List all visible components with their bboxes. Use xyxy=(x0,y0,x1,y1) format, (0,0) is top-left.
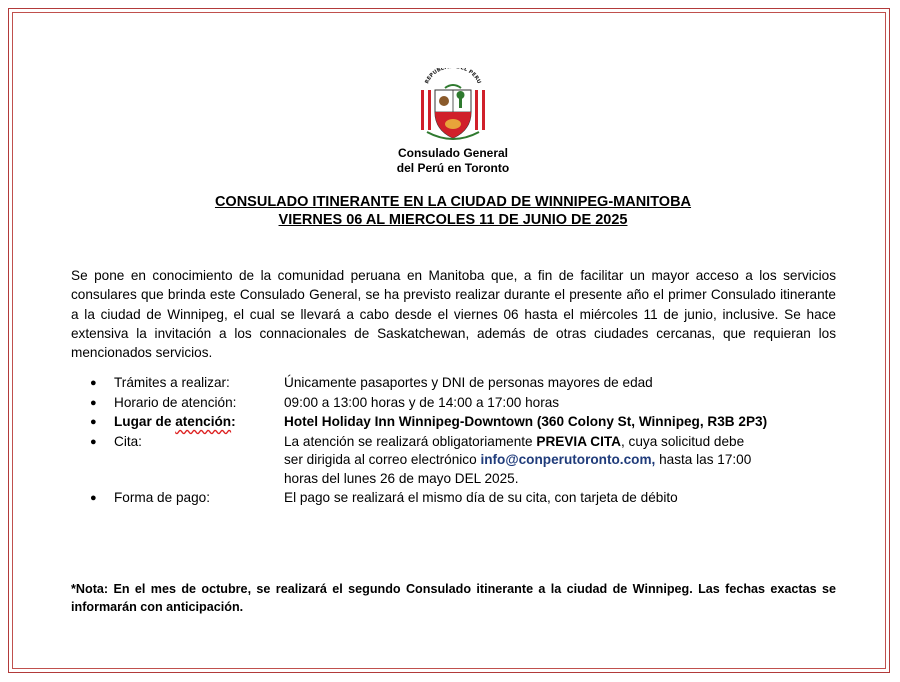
coat-of-arms-icon xyxy=(415,68,491,144)
email-link[interactable]: info@conperutoronto.com, xyxy=(480,452,656,467)
title-line-1: CONSULADO ITINERANTE EN LA CIUDAD DE WINNIPEG-MANITOBA xyxy=(214,194,692,210)
bullet: ● xyxy=(90,492,97,504)
list-item-pago xyxy=(90,489,850,508)
title-line-2: VIERNES 06 AL MIERCOLES 11 DE JUNIO DE 2025 xyxy=(278,212,628,228)
list-item-tramites xyxy=(90,374,850,393)
tramites-value: Únicamente pasaportes y DNI de personas mayores de edad xyxy=(284,375,653,390)
details-list xyxy=(90,374,850,509)
cita-line1-pre: La atención se realizará obligatoriamente xyxy=(284,433,537,449)
lugar-label-post: : xyxy=(231,414,236,429)
cita-line3: horas del lunes 26 de mayo DEL 2025. xyxy=(284,470,519,486)
lugar-value: Hotel Holiday Inn Winnipeg-Downtown (360 Colony St, Winnipeg, R3B 2P3) xyxy=(284,414,768,429)
list-item-cita xyxy=(90,433,850,489)
cita-line2-post: hasta las 17:00 xyxy=(655,452,752,467)
svg-text:REPUBLICA DEL PERU xyxy=(424,68,482,85)
pago-value: El pago se realizará el mismo día de su cita, con tarjeta de débito xyxy=(284,490,678,505)
pago-label: Forma de pago: xyxy=(114,490,210,505)
cita-label: Cita: xyxy=(114,433,142,449)
lugar-label-pre: Lugar de xyxy=(114,414,176,429)
bullet: ● xyxy=(90,377,97,389)
consulate-name xyxy=(300,146,606,176)
cita-line2-pre: ser dirigida al correo electrónico xyxy=(284,452,481,467)
org-line-1: Consulado General xyxy=(397,146,509,160)
list-item-horario xyxy=(90,394,850,413)
document-title xyxy=(100,193,806,229)
lugar-label-spellcheck: atención xyxy=(175,414,232,429)
cita-line1-post: , cuya solicitud debe xyxy=(621,433,745,449)
lugar-label xyxy=(114,413,284,432)
horario-label: Horario de atención: xyxy=(114,394,237,410)
bullet: ● xyxy=(90,416,97,428)
seal-text: REPUBL EL PERU xyxy=(424,68,482,85)
tramites-label: Trámites a realizar: xyxy=(114,375,230,390)
org-line-2: del Perú en Toronto xyxy=(396,161,510,175)
bullet: ● xyxy=(90,396,97,409)
intro-paragraph: Se pone en conocimiento de la comunidad peruana en Manitoba que, a fin de facilitar un mayor acceso a los servicios consulares que brinda este Consulado General, se ha previsto realizar durante el presente año el primer Consulado itinerante a la ciudad de Winnipeg, el cual se llevará a cabo desde el viernes 06 hasta el miércoles 11 de junio, inclusive. Se hace extensiva la invitación a los connacionales de Saskatchewan, además de otras ciudades cercanas, que requieran los mencionados servicios. xyxy=(71,268,836,361)
cita-previa: PREVIA CITA xyxy=(536,433,621,449)
footnote: *Nota: En el mes de octubre, se realizará el segundo Consulado itinerante a la ciudad de Winnipeg. Las fechas exactas se informarán con anticipación. xyxy=(71,582,836,614)
cita-value xyxy=(284,433,850,489)
list-item-lugar xyxy=(90,413,850,432)
bullet: ● xyxy=(90,435,97,448)
horario-value: 09:00 a 13:00 horas y de 14:00 a 17:00 horas xyxy=(284,394,560,410)
